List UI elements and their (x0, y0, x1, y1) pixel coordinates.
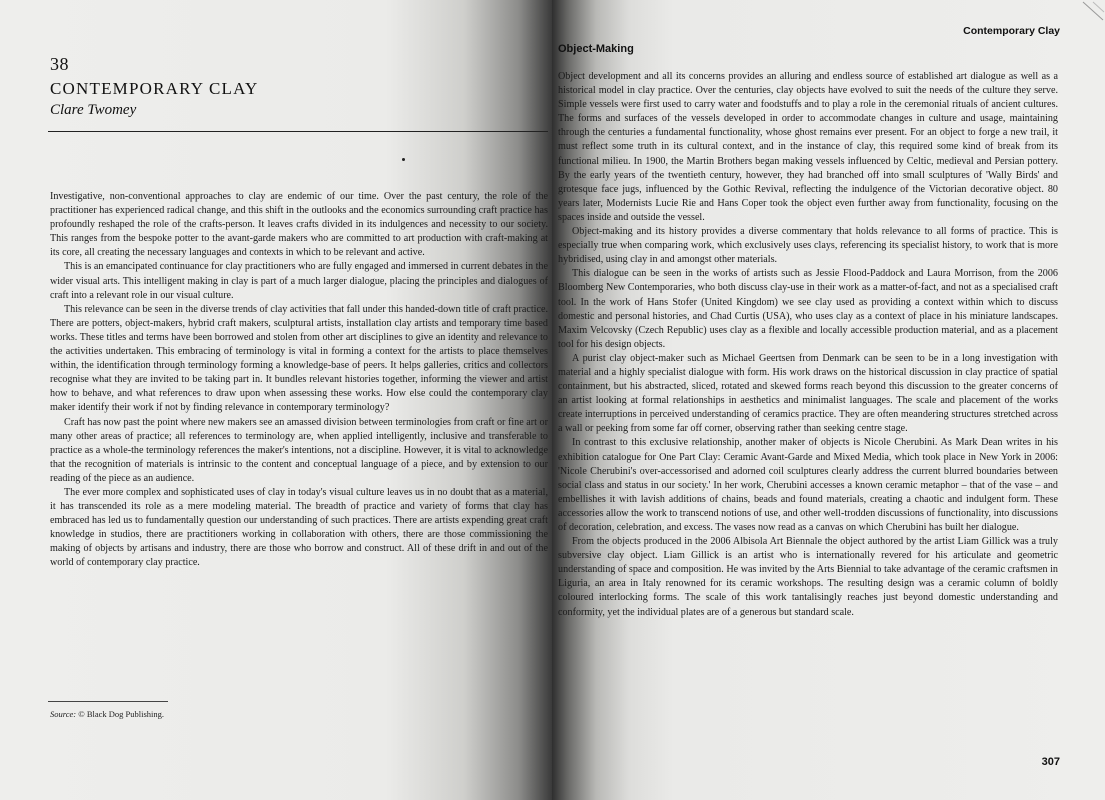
paragraph: Object development and all its concerns provides an alluring and endless source of established art dialogue as well as a historical model in clay practice. Over the centuries, clay objects have evolved to suit the needs of the culture they serve. Simple vessels were first used to carry water and foodstuffs and to play a role in the ceremonial rituals of ancient cultures. The forms and surfaces of the vessels developed in order to accommodate changes in culture and usage, maintaining through the centuries a fundamental functionality, whose ghost remains ever present. For an object to forge a new trail, it must reflect some truth in its cultural context, and in the instance of clay, this required some kind of break from its functional milieu. In 1900, the Martin Brothers began making vessels influenced by Celtic, medieval and Persian pottery. By the early years of the twentieth century, however, they had branched off into small sculptures of 'Wally Birds' and grotesque face jugs, influenced by the Gothic Revival, reflecting the indulgence of the Victorian decorative object. 80 years later, Modernists Lucie Rie and Hans Coper took the object even further away from functionality, focusing on the spaces inside and outside the vessel. (558, 71, 1058, 223)
paragraph: Object-making and its history provides a diverse commentary that holds relevance to all forms of practice. This is especially true when comparing work, which exclusively uses clays, referencing its specialist history, to work that is more hybridised, using clay in and amongst other materials. (558, 226, 1058, 266)
paragraph: In contrast to this exclusive relationship, another maker of objects is Nicole Cherubini. As Mark Dean writes in his exhibition catalogue for One Part Clay: Ceramic Avant-Garde and Mixed Media, which took place in New York in 2006: 'Nicole Cherubini's over-accessorised and adorned coil sculptures clearly address the current blurred boundaries between social class and status in our society.' In her work, Cherubini accesses a known ceramic metaphor – that of the vase – and embellishes it with lavish additions of chains, beads and found materials, creating a chaotic and indulgent form. These accessories allow the work to transcend notions of use, and other well-trodden discussions of functionality, into discussions of decoration, celebration, and excess. The vases now read as a canvas on which Cherubini has built her dialogue. (558, 437, 1058, 533)
source-note (50, 709, 164, 719)
source-label: Source: (50, 709, 77, 719)
paragraph: This relevance can be seen in the diverse trends of clay activities that fall under this handed-down title of craft practice. There are potters, object-makers, hybrid craft makers, sculptural artists, installation clay artists and temporary time based works. These titles and terms have been borrowed and stolen from other art disciplines to give an identity and relevance to the activities undertaken. This embracing of terminology is vital in forming a context for the artists to place themselves within, the identification through terminology forming a knowledge-base of peers. It helps galleries, critics and collectors recognise what they are invited to be taking part in. It bundles relevant histories together, informing the viewer and artist how to behave, and what references to draw upon when assessing these works. How else could the contemporary clay maker identify their work if not by finding relevance in contemporary terminology? (50, 303, 548, 414)
paragraph: A purist clay object-maker such as Michael Geertsen from Denmark can be seen to be in a long investigation with material and a highly specialist dialogue with form. His work draws on the historical discussion in clay practice of spatial containment, but his abstracted, sliced, rotated and skewed forms reach beyond this discussion to the greater concerns of an artist looking at formal relationships in aesthetics and minimalist languages. The scale and placement of the works create interruptions in perceived understanding of ceramics practice. They are often meandering structures stretched across a wall or peeking from some far off corner, observing rather than seeking centre stage. (558, 352, 1058, 435)
chapter-number: 38 (50, 54, 69, 74)
chapter-author: Clare Twomey (50, 102, 137, 118)
paragraph: Investigative, non-conventional approaches to clay are endemic of our time. Over the past century, the role of the practitioner has experienced radical change, and this shift in the outlooks and the economics surrounding craft practice has profoundly reshaped the role of the crafts-person. It leaves crafts divided in its indulgences and necessity to our society. This ranges from the bespoke potter to the avant-garde makers who are committed to art production with craft-making at its core, all creating the necessary languages and contexts in which to be relevant and active. (50, 191, 548, 259)
right-body-text (558, 70, 1058, 620)
ornament-dot (402, 158, 405, 161)
right-page (552, 0, 1105, 800)
left-body-text (50, 190, 548, 571)
running-head: Contemporary Clay (963, 25, 1060, 37)
chapter-title: CONTEMPORARY CLAY (50, 79, 259, 98)
folded-corner-mark (1075, 0, 1105, 26)
paragraph: This dialogue can be seen in the works of artists such as Jessie Flood-Paddock and Laura Morrison, from the 2006 Bloomberg New Contemporaries, who both discuss clay-use in their work as a matter-of-fact, and not as a specialised craft tool. In the work of Hans Stofer (United Kingdom) we see clay used as providing a context within which to discuss domestic and personal histories, and Chad Curtis (USA), who uses clay as a context of place in his miniature landscapes. Maxim Velcovsky (Czech Republic) uses clay as a flexible and locally accessible production material, and as a placement tool for his design objects. (558, 268, 1058, 350)
paragraph: Craft has now past the point where new makers see an amassed division between terminologies from craft or fine art or many other areas of practice; all references to terminology are, when applied intelligently, inclusive and transferable to practice as a whole-the terminology references the maker's intentions, not a discipline. However, it is vital to acknowledge that the recognition of materials is intrinsic to the content and conceptual language of a piece, and by extension to our reading of the piece as an audience. (50, 416, 548, 484)
page-number: 307 (1041, 756, 1060, 768)
left-page (0, 0, 552, 800)
source-text: © Black Dog Publishing. (78, 709, 165, 719)
paragraph: This is an emancipated continuance for clay practitioners who are fully engaged and immersed in current debates in the wider visual arts. This intelligent making in clay is part of a much larger dialogue, placing the principles and dialogues of craft into a relevant role in our visual culture. (50, 261, 548, 301)
title-rule (48, 131, 548, 132)
footnote-rule (48, 701, 168, 702)
section-heading: Object-Making (558, 43, 634, 55)
paragraph: From the objects produced in the 2006 Albisola Art Biennale the object authored by the artist Liam Gillick was a truly subversive clay object. Liam Gillick is an artist who is internationally revered for his articulate and geometric understanding of space and composition. He was invited by the Arts Biennial to take advantage of the ceramic craftsmen in Liguria, an area in Italy renowned for its ceramic workshops. The resulting design was a ceramic column of boldly coloured interlocking forms. The scale of this work tantalisingly reaches just beyond domestic understanding and conformity, yet the individual plates are of a generous but standard scale. (558, 536, 1058, 618)
paragraph: The ever more complex and sophisticated uses of clay in today's visual culture leaves us in no doubt that as a material, it has transcended its role as a mere modeling material. The breadth of practice and variety of forms that clay has embraced has led us to fundamentally question our understanding of such practices. There are artists expending great craft knowledge in studios, there are practitioners working in collaboration with others, there are those commissioning the making of objects by artisans and industry, there are those who borrow and construct. All of these drift in and out of the world of contemporary clay practice. (50, 486, 548, 569)
